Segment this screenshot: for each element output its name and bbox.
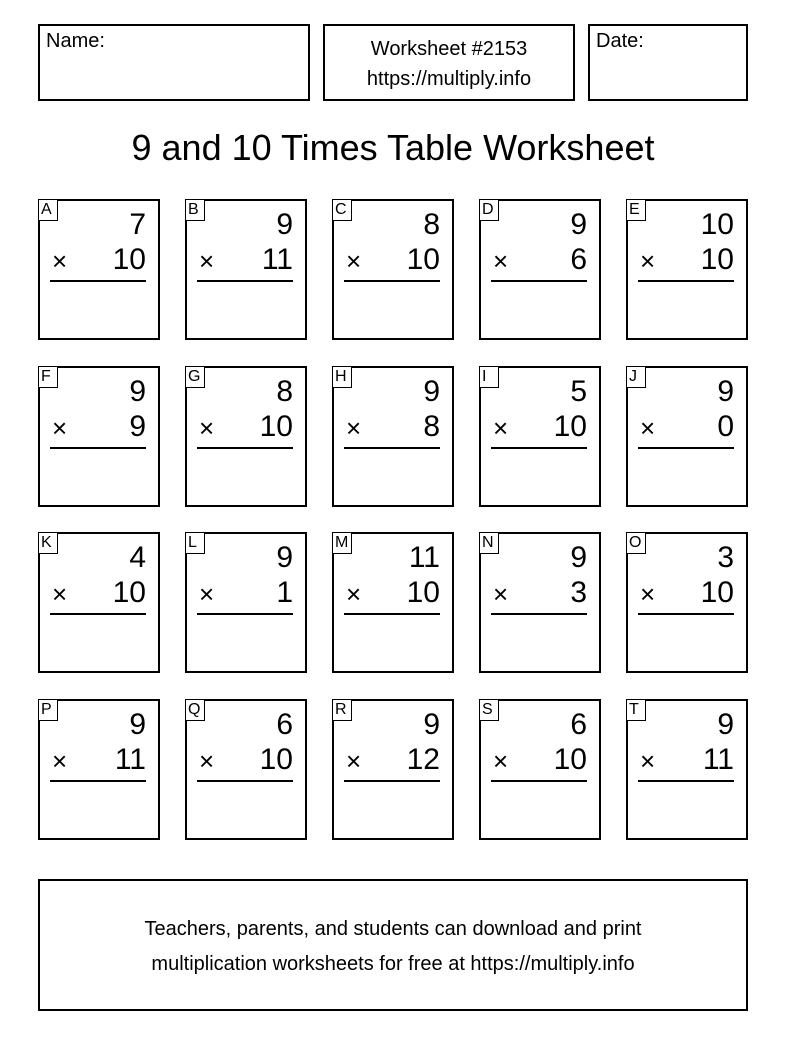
footer-box <box>38 879 748 1011</box>
multiplier: 11 <box>702 743 734 776</box>
multiplier: 10 <box>553 410 587 443</box>
footer-line-2: multiplication worksheets for free at https://multiply.info <box>151 953 635 975</box>
answer-line <box>344 780 440 782</box>
problem-card[interactable] <box>332 199 454 340</box>
multiplicand: 5 <box>570 375 587 408</box>
times-sign: × <box>640 413 656 443</box>
problem-card[interactable] <box>332 699 454 840</box>
times-sign: × <box>199 413 215 443</box>
answer-line <box>50 280 146 282</box>
problem-card[interactable] <box>479 366 601 507</box>
problem-card[interactable] <box>185 366 307 507</box>
times-sign: × <box>640 579 656 609</box>
worksheet-info-box <box>323 24 575 101</box>
answer-line <box>491 447 587 449</box>
times-sign: × <box>346 246 362 276</box>
problem-letter: B <box>185 199 205 221</box>
times-sign: × <box>52 746 68 776</box>
page-title: 9 and 10 Times Table Worksheet <box>131 127 655 168</box>
answer-line <box>197 280 293 282</box>
worksheet-number: Worksheet #2153 <box>370 38 528 60</box>
multiplier: 10 <box>406 576 440 609</box>
multiplicand: 11 <box>408 541 440 574</box>
problem-card[interactable] <box>479 532 601 673</box>
multiplier: 9 <box>129 410 146 443</box>
multiplicand: 10 <box>700 208 734 241</box>
multiplicand: 9 <box>129 375 146 408</box>
multiplier: 3 <box>570 576 587 609</box>
problem-card[interactable] <box>332 366 454 507</box>
times-sign: × <box>640 746 656 776</box>
multiplicand: 7 <box>129 208 146 241</box>
problem-letter: O <box>626 532 646 554</box>
problem-card[interactable] <box>626 199 748 340</box>
problem-letter: J <box>626 366 646 388</box>
multiplicand: 9 <box>276 208 293 241</box>
problem-letter: N <box>479 532 499 554</box>
times-sign: × <box>52 413 68 443</box>
problem-card[interactable] <box>626 366 748 507</box>
name-field-box[interactable] <box>38 24 310 101</box>
multiplier: 10 <box>700 576 734 609</box>
problem-letter: G <box>185 366 205 388</box>
name-label: Name: <box>46 30 105 52</box>
problem-letter: D <box>479 199 499 221</box>
worksheet-url: https://multiply.info <box>366 68 532 90</box>
multiplier: 11 <box>261 243 293 276</box>
problem-card[interactable] <box>38 366 160 507</box>
answer-line <box>491 280 587 282</box>
answer-line <box>344 613 440 615</box>
problem-letter: S <box>479 699 499 721</box>
problem-card[interactable] <box>479 199 601 340</box>
times-sign: × <box>199 246 215 276</box>
multiplier: 0 <box>717 410 734 443</box>
times-sign: × <box>493 579 509 609</box>
multiplicand: 8 <box>276 375 293 408</box>
multiplier: 10 <box>259 410 293 443</box>
times-sign: × <box>52 246 68 276</box>
problem-letter: R <box>332 699 352 721</box>
times-sign: × <box>52 579 68 609</box>
problem-card[interactable] <box>38 199 160 340</box>
multiplicand: 9 <box>423 708 440 741</box>
problem-letter: K <box>38 532 58 554</box>
answer-line <box>491 780 587 782</box>
problem-card[interactable] <box>185 699 307 840</box>
problem-card[interactable] <box>185 199 307 340</box>
multiplier: 11 <box>114 743 146 776</box>
multiplier: 10 <box>112 243 146 276</box>
times-sign: × <box>493 413 509 443</box>
multiplier: 10 <box>553 743 587 776</box>
multiplicand: 9 <box>717 708 734 741</box>
problem-card[interactable] <box>332 532 454 673</box>
multiplicand: 8 <box>423 208 440 241</box>
multiplicand: 4 <box>129 541 146 574</box>
multiplier: 10 <box>700 243 734 276</box>
problem-card[interactable] <box>626 532 748 673</box>
multiplicand: 9 <box>570 541 587 574</box>
problem-letter: M <box>332 532 352 554</box>
answer-line <box>638 780 734 782</box>
problem-letter: I <box>479 366 499 388</box>
times-sign: × <box>199 746 215 776</box>
multiplicand: 3 <box>717 541 734 574</box>
times-sign: × <box>346 579 362 609</box>
answer-line <box>344 447 440 449</box>
problem-letter: A <box>38 199 58 221</box>
footer-line-1: Teachers, parents, and students can download and print <box>144 918 642 940</box>
times-sign: × <box>640 246 656 276</box>
multiplier: 10 <box>406 243 440 276</box>
answer-line <box>638 280 734 282</box>
problem-letter: T <box>626 699 646 721</box>
multiplier: 10 <box>112 576 146 609</box>
problem-card[interactable] <box>38 699 160 840</box>
times-sign: × <box>493 246 509 276</box>
problem-letter: E <box>626 199 646 221</box>
answer-line <box>50 613 146 615</box>
answer-line <box>197 613 293 615</box>
problem-letter: C <box>332 199 352 221</box>
multiplier: 6 <box>570 243 587 276</box>
multiplicand: 9 <box>423 375 440 408</box>
answer-line <box>50 780 146 782</box>
date-label: Date: <box>596 30 644 52</box>
times-sign: × <box>493 746 509 776</box>
answer-line <box>344 280 440 282</box>
problem-letter: P <box>38 699 58 721</box>
answer-line <box>638 613 734 615</box>
problem-card[interactable] <box>479 699 601 840</box>
answer-line <box>197 447 293 449</box>
problem-letter: F <box>38 366 58 388</box>
multiplier: 8 <box>423 410 440 443</box>
problem-letter: L <box>185 532 205 554</box>
multiplier: 1 <box>276 576 293 609</box>
times-sign: × <box>346 413 362 443</box>
multiplier: 10 <box>259 743 293 776</box>
problem-card[interactable] <box>626 699 748 840</box>
answer-line <box>638 447 734 449</box>
multiplicand: 6 <box>276 708 293 741</box>
multiplicand: 9 <box>276 541 293 574</box>
answer-line <box>491 613 587 615</box>
multiplicand: 9 <box>129 708 146 741</box>
multiplicand: 6 <box>570 708 587 741</box>
multiplicand: 9 <box>570 208 587 241</box>
answer-line <box>50 447 146 449</box>
problem-card[interactable] <box>38 532 160 673</box>
multiplier: 12 <box>406 743 440 776</box>
problem-card[interactable] <box>185 532 307 673</box>
problem-letter: H <box>332 366 352 388</box>
times-sign: × <box>199 579 215 609</box>
multiplicand: 9 <box>717 375 734 408</box>
answer-line <box>197 780 293 782</box>
times-sign: × <box>346 746 362 776</box>
problem-letter: Q <box>185 699 205 721</box>
date-field-box[interactable] <box>588 24 748 101</box>
